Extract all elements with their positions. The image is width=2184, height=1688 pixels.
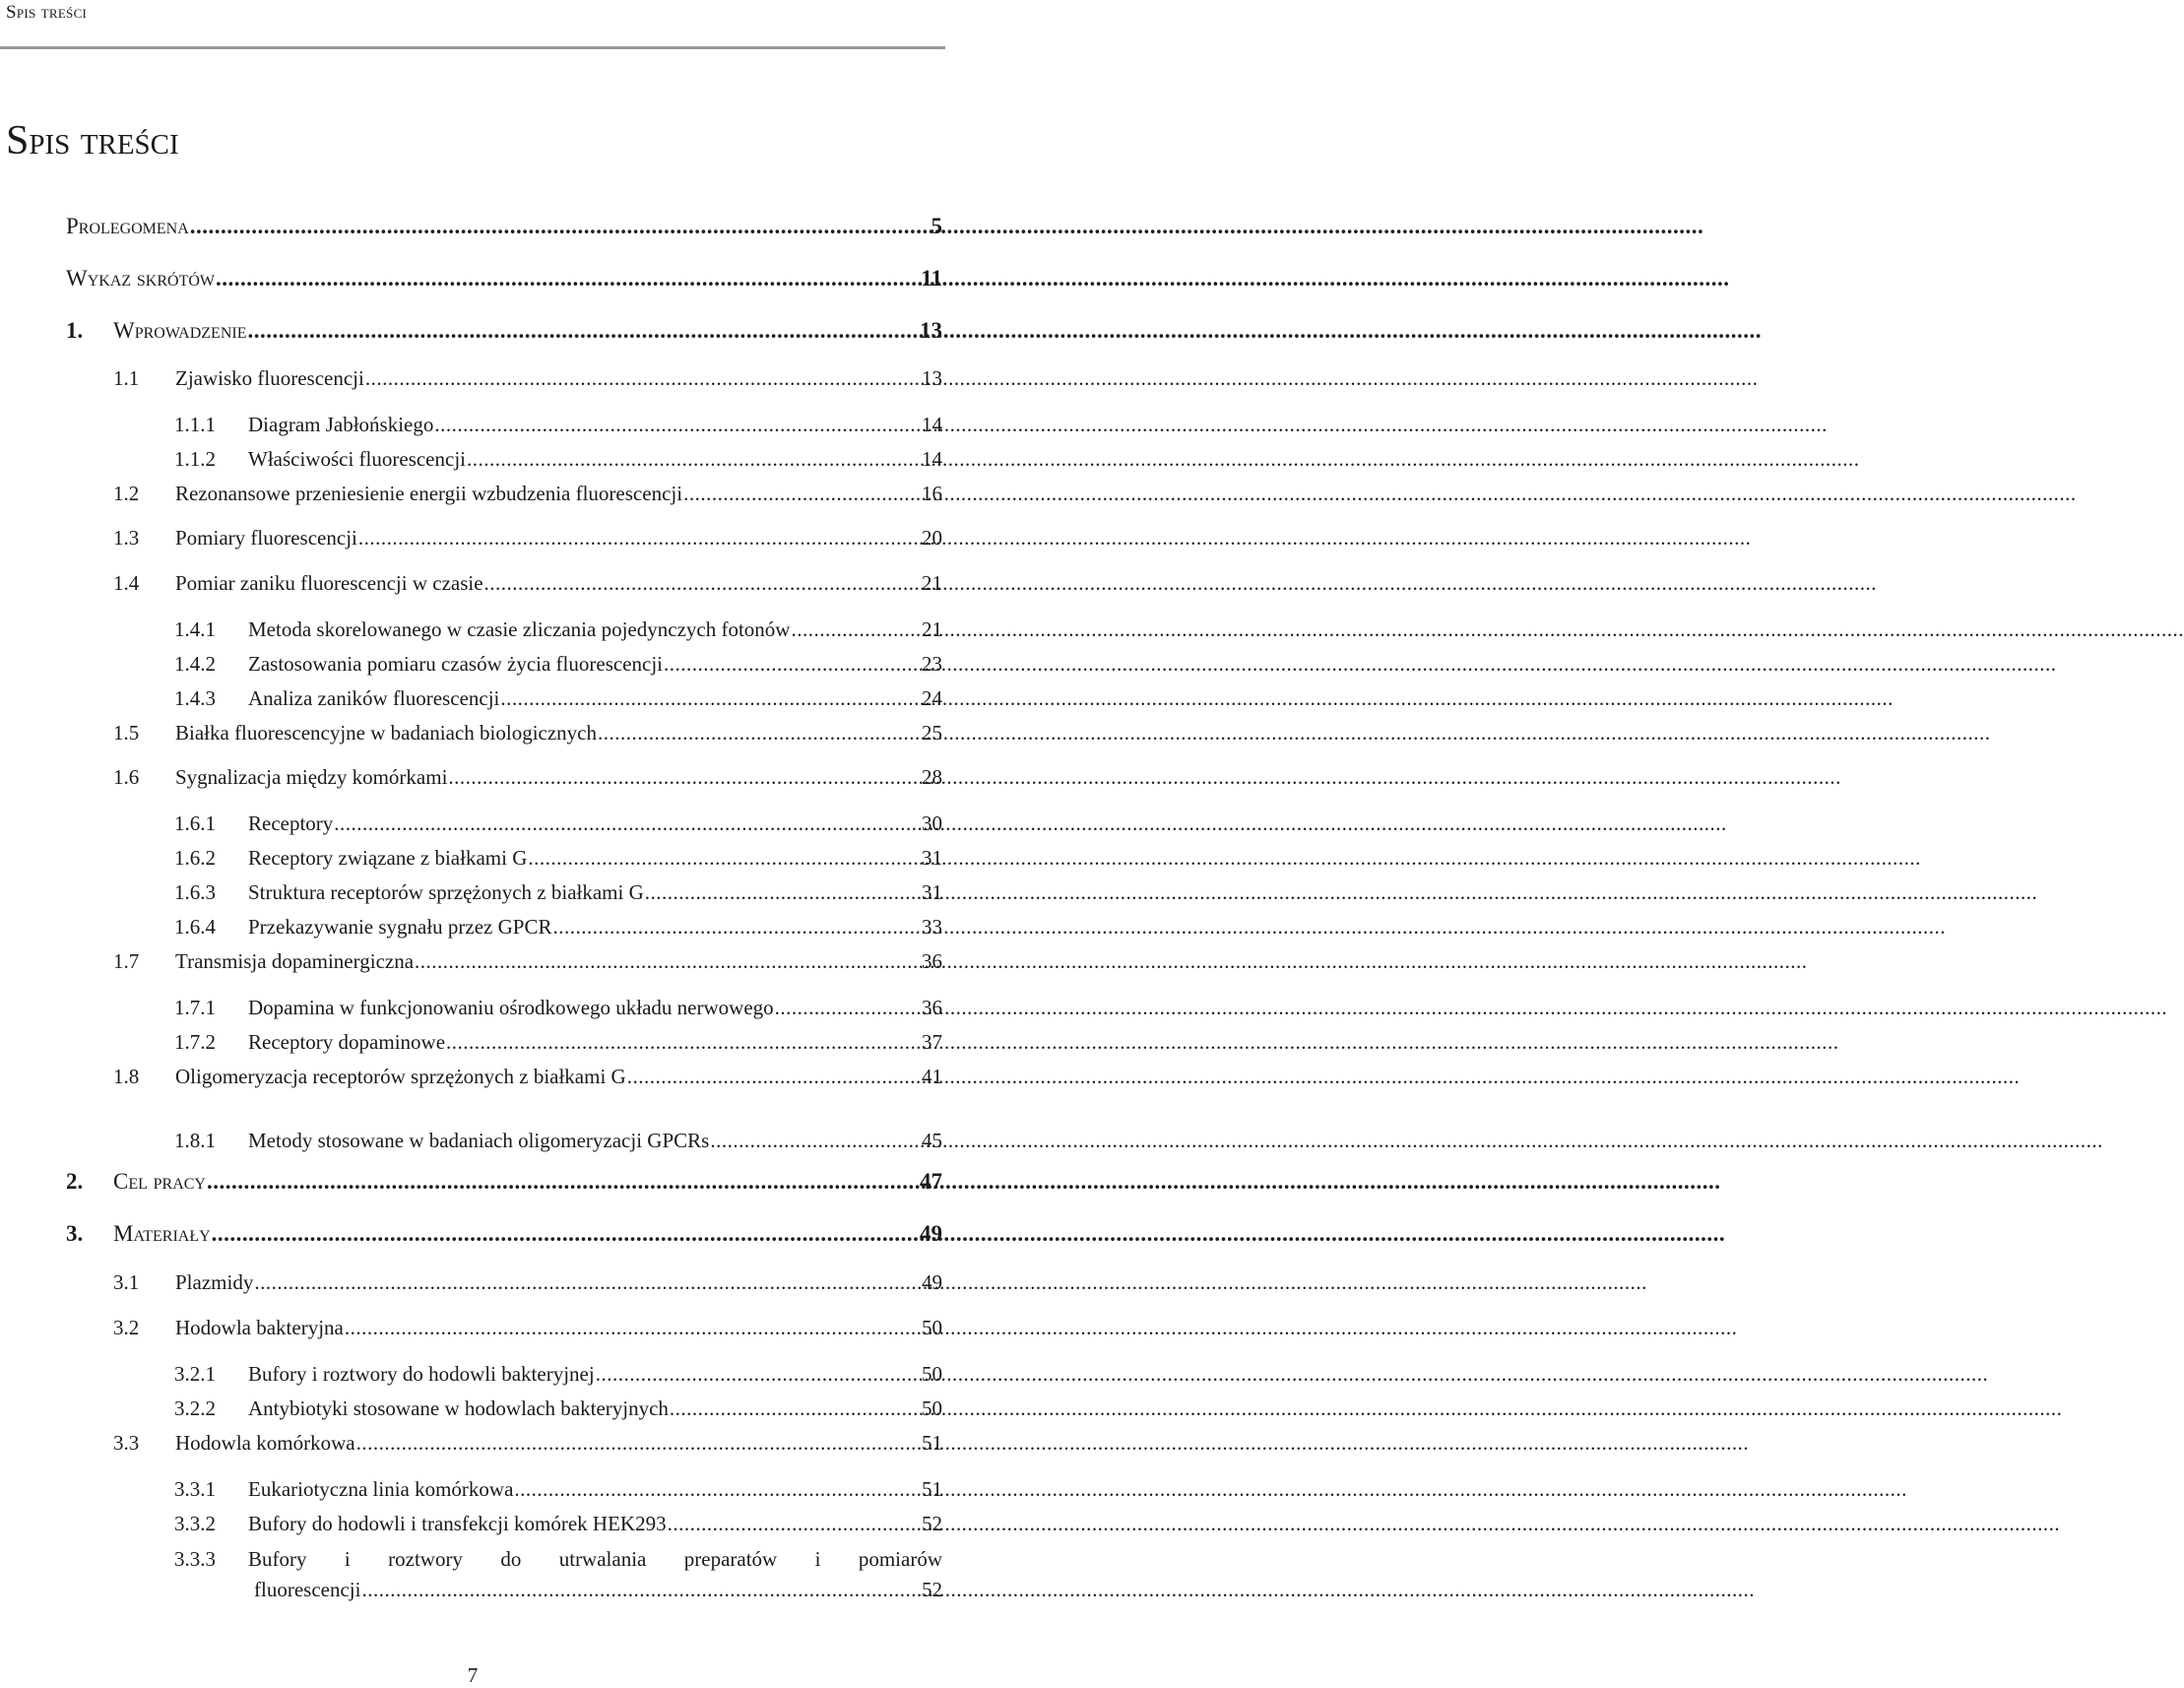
toc-entry-number: 1.7 bbox=[113, 949, 140, 973]
toc-entry-1-6-4[interactable] bbox=[174, 917, 942, 942]
toc-entry-page: 36 bbox=[922, 996, 942, 1019]
toc-entry-title: Plazmidy bbox=[175, 1270, 254, 1294]
toc-entry-page: 14 bbox=[922, 413, 942, 436]
toc-entry-1-7-2[interactable] bbox=[174, 1032, 942, 1058]
toc-leader bbox=[775, 998, 921, 1018]
toc-entry-title: Pomiary fluorescencji bbox=[175, 526, 357, 550]
toc-entry-1-6-3[interactable] bbox=[174, 882, 942, 908]
toc-leader bbox=[791, 619, 921, 640]
toc-entry-page: 16 bbox=[922, 482, 942, 505]
toc-entry-title: Właściwości fluorescencji bbox=[248, 447, 466, 471]
toc-entry-title: Hodowla komórkowa bbox=[175, 1431, 355, 1455]
toc-entry-3-3-2[interactable] bbox=[174, 1514, 942, 1539]
toc-leader bbox=[645, 882, 921, 903]
toc-entry-title: Analiza zaników fluorescencji bbox=[248, 686, 500, 710]
toc-leader bbox=[553, 917, 922, 938]
toc-entry-number: 1.1 bbox=[113, 366, 140, 390]
toc-entry-title-continuation: fluorescencji bbox=[254, 1578, 361, 1601]
toc-leader bbox=[514, 1479, 921, 1500]
toc-leader bbox=[664, 654, 921, 675]
page-title: Spis treści bbox=[6, 118, 179, 163]
running-header: Spis treści bbox=[6, 2, 88, 23]
toc-leader bbox=[683, 484, 921, 504]
toc-leader bbox=[446, 1032, 921, 1053]
toc-entry-title: Oligomeryzacja receptorów sprzężonych z białkami G bbox=[175, 1065, 626, 1088]
toc-entry-page: 45 bbox=[922, 1129, 942, 1152]
toc-entry-page: 24 bbox=[922, 686, 942, 710]
toc-entry-3-2-1[interactable] bbox=[174, 1364, 942, 1390]
toc-entry-1-8[interactable] bbox=[113, 1067, 942, 1092]
toc-entry-title: Wykaz skrótów bbox=[66, 266, 216, 291]
toc-entry-number: 1.4.1 bbox=[174, 617, 216, 641]
toc-entry-3-3-1[interactable] bbox=[174, 1479, 942, 1505]
page-number: 7 bbox=[467, 1663, 479, 1687]
toc-entry-number: 1.6.4 bbox=[174, 915, 216, 939]
toc-entry-title: Diagram Jabłońskiego bbox=[248, 413, 434, 436]
toc-entry-page: 13 bbox=[920, 318, 942, 343]
toc-leader bbox=[334, 813, 921, 834]
toc-entry-number: 1.6.1 bbox=[174, 812, 216, 835]
toc-entry-3-3-3-continuation[interactable] bbox=[254, 1580, 942, 1605]
toc-entry-title: Metoda skorelowanego w czasie zliczania pojedynczych fotonów bbox=[248, 617, 791, 641]
toc-leader bbox=[598, 723, 921, 744]
toc-entry-title: Pomiar zaniku fluorescencji w czasie bbox=[175, 571, 483, 595]
toc-entry-number: 1.8 bbox=[113, 1065, 140, 1088]
toc-entry-title: Przekazywanie sygnału przez GPCR bbox=[248, 915, 552, 939]
toc-entry-number: 3.2.2 bbox=[174, 1396, 216, 1420]
toc-entry-page: 14 bbox=[922, 447, 942, 471]
toc-entry-number: 1.4.3 bbox=[174, 686, 216, 710]
toc-entry-title: Hodowla bakteryjna bbox=[175, 1316, 344, 1339]
toc-entry-title: Prolegomena bbox=[66, 214, 189, 238]
toc-entry-title: Antybiotyki stosowane w hodowlach bakteryjnych bbox=[248, 1396, 669, 1420]
toc-entry-number: 1.4 bbox=[113, 571, 140, 595]
toc-entry-page: 23 bbox=[922, 652, 942, 676]
toc-entry-1-4[interactable] bbox=[113, 573, 942, 599]
toc-entry-title: Dopamina w funkcjonowaniu ośrodkowego układu nerwowego bbox=[248, 996, 774, 1019]
toc-entry-number: 1.6 bbox=[113, 765, 140, 789]
toc-entry-1-4-2[interactable] bbox=[174, 654, 942, 680]
toc-entry-number: 1.1.2 bbox=[174, 447, 216, 471]
toc-entry-number: 3.2.1 bbox=[174, 1362, 216, 1386]
toc-entry-number: 1.8.1 bbox=[174, 1129, 216, 1152]
toc-entry-3-1[interactable] bbox=[113, 1272, 942, 1298]
toc-leader bbox=[500, 688, 921, 709]
toc-entry-title: Materiały bbox=[113, 1221, 211, 1246]
toc-entry-title: Zjawisko fluorescencji bbox=[175, 366, 364, 390]
toc-entry-title: Bufory i roztwory do hodowli bakteryjnej bbox=[248, 1362, 595, 1386]
toc-entry-title: Eukariotyczna linia komórkowa bbox=[248, 1477, 514, 1501]
toc-entry-title: Receptory dopaminowe bbox=[248, 1030, 446, 1054]
toc-entry-page: 30 bbox=[922, 812, 942, 835]
toc-entry-number: 1.3 bbox=[113, 526, 140, 550]
toc-entry-number: 3.3.2 bbox=[174, 1512, 216, 1535]
toc-leader bbox=[484, 573, 921, 594]
toc-entry-page: 11 bbox=[921, 266, 942, 291]
toc-entry-title: Receptory bbox=[248, 812, 334, 835]
toc-entry-3-2[interactable] bbox=[113, 1318, 942, 1343]
toc-entry-1-5[interactable] bbox=[113, 723, 942, 748]
toc-entry-title: Sygnalizacja między komórkami bbox=[175, 765, 448, 789]
toc-entry-page: 52 bbox=[922, 1578, 942, 1601]
toc-entry-prolegomena[interactable] bbox=[66, 215, 942, 240]
toc-leader bbox=[365, 368, 921, 389]
toc-entry-1-6-2[interactable] bbox=[174, 848, 942, 874]
toc-entry-number: 1.6.2 bbox=[174, 846, 216, 870]
toc-entry-title: Receptory związane z białkami G bbox=[248, 846, 528, 870]
toc-entry-page: 28 bbox=[922, 765, 942, 789]
toc-entry-page: 21 bbox=[922, 617, 942, 641]
toc-entry-1-6-1[interactable] bbox=[174, 813, 942, 839]
toc-entry-title: Rezonansowe przeniesienie energii wzbudzenia fluorescencji bbox=[175, 482, 683, 505]
toc-entry-number: 1.7.2 bbox=[174, 1030, 216, 1054]
toc-leader bbox=[356, 1433, 921, 1454]
toc-entry-title: Wprowadzenie bbox=[113, 318, 247, 343]
toc-entry-page: 36 bbox=[922, 949, 942, 973]
toc-entry-page: 50 bbox=[922, 1362, 942, 1386]
toc-entry-1-8-1[interactable] bbox=[174, 1131, 942, 1156]
toc-entry-title: Transmisja dopaminergiczna bbox=[175, 949, 415, 973]
toc-entry-1-1-1[interactable] bbox=[174, 415, 942, 440]
toc-entry-page: 33 bbox=[922, 915, 942, 939]
toc-leader bbox=[254, 1272, 921, 1293]
toc-leader bbox=[467, 449, 921, 470]
toc-entry-title: Zastosowania pomiaru czasów życia fluorescencji bbox=[248, 652, 663, 676]
toc-entry-title: Cel pracy bbox=[113, 1169, 206, 1194]
toc-entry-1-4-1[interactable] bbox=[174, 619, 942, 645]
toc-entry-number: 3.1 bbox=[113, 1270, 140, 1294]
table-of-contents bbox=[0, 0, 945, 1687]
toc-entry-1-1[interactable] bbox=[113, 368, 942, 394]
toc-entry-number: 3.3.3 bbox=[174, 1547, 216, 1571]
toc-leader bbox=[247, 319, 919, 342]
toc-entry-number: 3.3.1 bbox=[174, 1477, 216, 1501]
toc-leader bbox=[448, 767, 921, 788]
toc-entry-title: Białka fluorescencyjne w badaniach biologicznych bbox=[175, 721, 597, 745]
toc-leader bbox=[668, 1514, 921, 1534]
toc-leader bbox=[415, 951, 921, 972]
toc-entry-1-6[interactable] bbox=[113, 767, 942, 793]
toc-entry-chapter-3[interactable] bbox=[66, 1222, 942, 1248]
toc-leader bbox=[528, 848, 921, 869]
toc-entry-page: 49 bbox=[922, 1270, 942, 1294]
toc-leader bbox=[434, 415, 921, 435]
toc-entry-page: 47 bbox=[920, 1169, 942, 1194]
toc-entry-page: 51 bbox=[922, 1431, 942, 1455]
toc-entry-3-2-2[interactable] bbox=[174, 1398, 942, 1424]
toc-entry-number: 3.2 bbox=[113, 1316, 140, 1339]
toc-entry-title: Struktura receptorów sprzężonych z białkami G bbox=[248, 880, 644, 904]
toc-entry-page: 25 bbox=[922, 721, 942, 745]
toc-entry-page: 31 bbox=[922, 880, 942, 904]
toc-entry-number: 2. bbox=[66, 1169, 84, 1194]
toc-entry-number: 1.2 bbox=[113, 482, 140, 505]
toc-entry-number: 1.7.1 bbox=[174, 996, 216, 1019]
toc-entry-1-4-3[interactable] bbox=[174, 688, 942, 714]
toc-entry-1-2[interactable] bbox=[113, 484, 942, 509]
toc-entry-page: 49 bbox=[920, 1221, 942, 1246]
toc-entry-3-3[interactable] bbox=[113, 1433, 942, 1459]
toc-entry-page: 52 bbox=[922, 1512, 942, 1535]
toc-entry-page: 21 bbox=[922, 571, 942, 595]
toc-entry-chapter-2[interactable] bbox=[66, 1170, 942, 1196]
toc-entry-wykaz[interactable] bbox=[66, 267, 942, 292]
toc-entry-page: 51 bbox=[922, 1477, 942, 1501]
toc-leader bbox=[670, 1398, 921, 1419]
toc-leader bbox=[212, 1222, 919, 1245]
toc-leader bbox=[358, 528, 921, 549]
toc-entry-page: 20 bbox=[922, 526, 942, 550]
toc-entry-number: 1.4.2 bbox=[174, 652, 216, 676]
toc-entry-page: 13 bbox=[922, 366, 942, 390]
toc-entry-number: 1.6.3 bbox=[174, 880, 216, 904]
toc-leader bbox=[361, 1580, 921, 1600]
toc-entry-number: 3. bbox=[66, 1221, 84, 1246]
toc-leader bbox=[207, 1170, 919, 1193]
toc-entry-number: 1. bbox=[66, 318, 84, 343]
toc-leader bbox=[627, 1067, 921, 1087]
toc-entry-page: 31 bbox=[922, 846, 942, 870]
toc-entry-page: 37 bbox=[922, 1030, 942, 1054]
toc-entry-1-7-1[interactable] bbox=[174, 998, 942, 1023]
toc-leader bbox=[190, 215, 931, 237]
toc-entry-number: 1.5 bbox=[113, 721, 140, 745]
toc-entry-page: 50 bbox=[922, 1316, 942, 1339]
toc-entry-1-1-2[interactable] bbox=[174, 449, 942, 475]
toc-leader bbox=[710, 1131, 921, 1151]
toc-entry-title: Bufory do hodowli i transfekcji komórek HEK293 bbox=[248, 1512, 667, 1535]
toc-entry-1-3[interactable] bbox=[113, 528, 942, 553]
toc-entry-1-7[interactable] bbox=[113, 951, 942, 977]
toc-entry-page: 50 bbox=[922, 1396, 942, 1420]
toc-entry-title: Metody stosowane w badaniach oligomeryzacji GPCRs bbox=[248, 1129, 710, 1152]
toc-leader bbox=[596, 1364, 921, 1385]
toc-entry-3-3-3[interactable] bbox=[174, 1549, 942, 1575]
toc-entry-number: 1.1.1 bbox=[174, 413, 216, 436]
toc-entry-page: 41 bbox=[922, 1065, 942, 1088]
toc-leader bbox=[216, 267, 920, 290]
toc-leader bbox=[345, 1318, 921, 1338]
toc-entry-number: 3.3 bbox=[113, 1431, 140, 1455]
toc-entry-title: Bufory i roztwory do utrwalania preparatów i pomiarów bbox=[248, 1547, 942, 1571]
toc-entry-page: 5 bbox=[931, 214, 942, 238]
toc-entry-chapter-1[interactable] bbox=[66, 319, 942, 345]
